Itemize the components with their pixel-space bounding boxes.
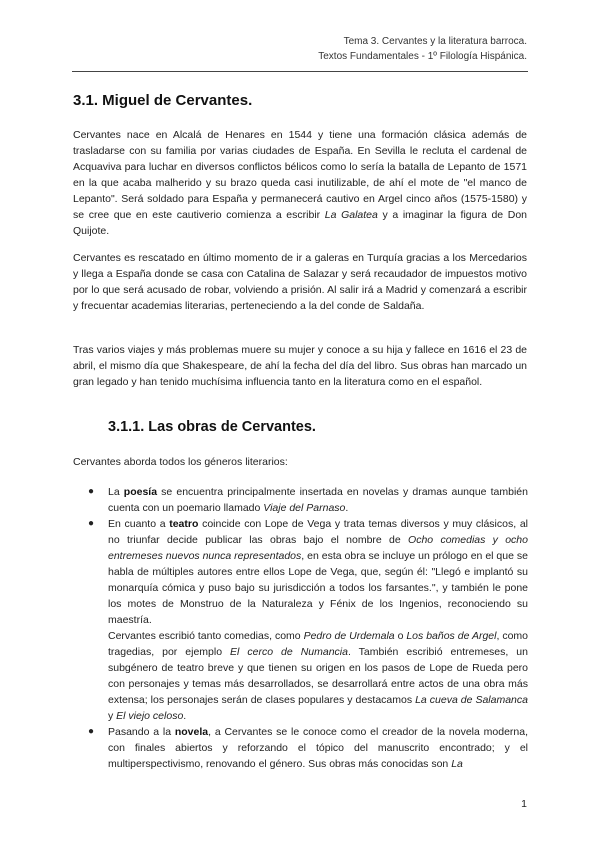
paragraph-text: y a imaginar la figura de Don Quijote. (73, 209, 528, 237)
text-run: . (345, 502, 349, 514)
work-title: Ocho comedias y ocho entremeses nuevos nunca representados (108, 534, 528, 562)
text-run: o (394, 630, 407, 642)
work-title: La Galatea (324, 209, 378, 221)
work-title: El viejo celoso (116, 710, 184, 722)
header-rule (72, 71, 528, 72)
text-run: . (183, 710, 187, 722)
list-item-novela (88, 724, 528, 772)
text-run: Cervantes escribió tanto comedias, como (108, 630, 304, 642)
section-title: 3.1. Miguel de Cervantes. (73, 92, 253, 109)
page-header (318, 34, 527, 64)
work-title: La (451, 758, 463, 770)
header-line-2: Textos Fundamentales - 1º Filología Hispánica. (318, 51, 527, 62)
bullet-icon: ● (88, 486, 95, 497)
work-title: El cerco de Numancia (230, 646, 348, 658)
genre-term: teatro (169, 518, 199, 530)
work-title: Viaje del Parnaso (263, 502, 346, 514)
work-title: Pedro de Urdemala (303, 630, 395, 642)
text-run: , a Cervantes se le conoce como el creador de la novela moderna, con finales abiertos y reforzando el tópico del manuscrito encontrado; y el multiperspectivismo, renovando el género. Sus obras más conocidas son (108, 726, 529, 770)
text-run: . También escribió entremeses, un subgénero de teatro breve y que tienen su origen en los pasos de Lope de Rueda pero con personajes y temas más desarrollados, se desarrollará entre actos de una obra más extensa; los personajes serán de clases populares y destacamos (108, 646, 528, 706)
paragraph-death: Tras varios viajes y más problemas muere su mujer y conoce a su hija y fallece en 1616 el 23 de abril, el mismo día que Shakespeare, de ahí la fecha del día del libro. Sus obras han marcado un gran legado y han tenido muchísima influencia tanto en la literatura como en el español. (73, 344, 527, 388)
text-run: coincide con Lope de Vega y trata temas diversos y muy clásicos, al no triunfar decide publicar las obras bajo el nombre de (108, 518, 528, 546)
text-run: Pasando a la (108, 726, 175, 738)
work-title: Los baños de Argel (406, 630, 497, 642)
text-run: se encuentra principalmente insertada en novelas y dramas aunque también cuenta con un poemario llamado (108, 486, 528, 514)
genre-term: poesía (123, 486, 158, 498)
genres-list (88, 484, 528, 772)
paragraph-genres-intro: Cervantes aborda todos los géneros literarios: (73, 456, 288, 468)
list-item-text (108, 516, 528, 628)
header-line-1: Tema 3. Cervantes y la literatura barroca. (343, 36, 527, 47)
paragraph-rescue: Cervantes es rescatado en último momento de ir a galeras en Turquía gracias a los Mercedarios y llega a España donde se casa con Catalina de Salazar y será recaudador de impuestos motivo por lo que será acusado de robar, volviendo a prisión. Al salir irá a Madrid y comenzará a escribir y frecuentar academias literarias, perteneciendo a la del conde de Saldaña. (73, 252, 527, 312)
paragraph-text: Cervantes nace en Alcalá de Henares en 1544 y tiene una formación clásica además de trasladarse con su familia por varias ciudades de España. En Sevilla le recluta el cardenal de Acquaviva para luchar en diversos conflictos bélicos como lo sería la batalla de Lepanto de 1571 en la que acaba malherido y su brazo queda casi inutilizable, de ahí el mote de "el manco de Lepanto". Será soldado para España y permanecerá cautivo en Argel cinco años (1575-1580) y se cree que en este cautiverio comienza a escribir (73, 129, 527, 221)
list-item-text (108, 724, 528, 772)
text-run: , como tragedias, por ejemplo (108, 630, 528, 658)
list-item-text (108, 628, 528, 724)
subsection-title: 3.1.1. Las obras de Cervantes. (108, 419, 316, 435)
list-item-poesia (88, 484, 528, 516)
list-item-teatro (88, 516, 528, 724)
bullet-icon: ● (88, 518, 95, 529)
genre-term: novela (174, 726, 209, 738)
work-title: La cueva de Salamanca (415, 694, 528, 706)
text-run: , en esta obra se incluye un prólogo en el que se habla de múltiples autores entre ellos Lope de Vega, que, según él: "Llegó e implantó su monarquía cómica y puso bajo su jurisdicción a todos los farsantes.", y también le pone los motes de Monstruo de la Naturaleza y Fénix de los Ingenios, reconociendo su maestría. (108, 550, 528, 626)
list-item-text (108, 484, 528, 516)
bullet-icon: ● (88, 726, 95, 737)
text-run: La (108, 486, 124, 498)
paragraph-biography (73, 127, 527, 239)
text-run: En cuanto a (108, 518, 170, 530)
page-number: 1 (521, 798, 527, 810)
text-run: y (108, 710, 117, 722)
